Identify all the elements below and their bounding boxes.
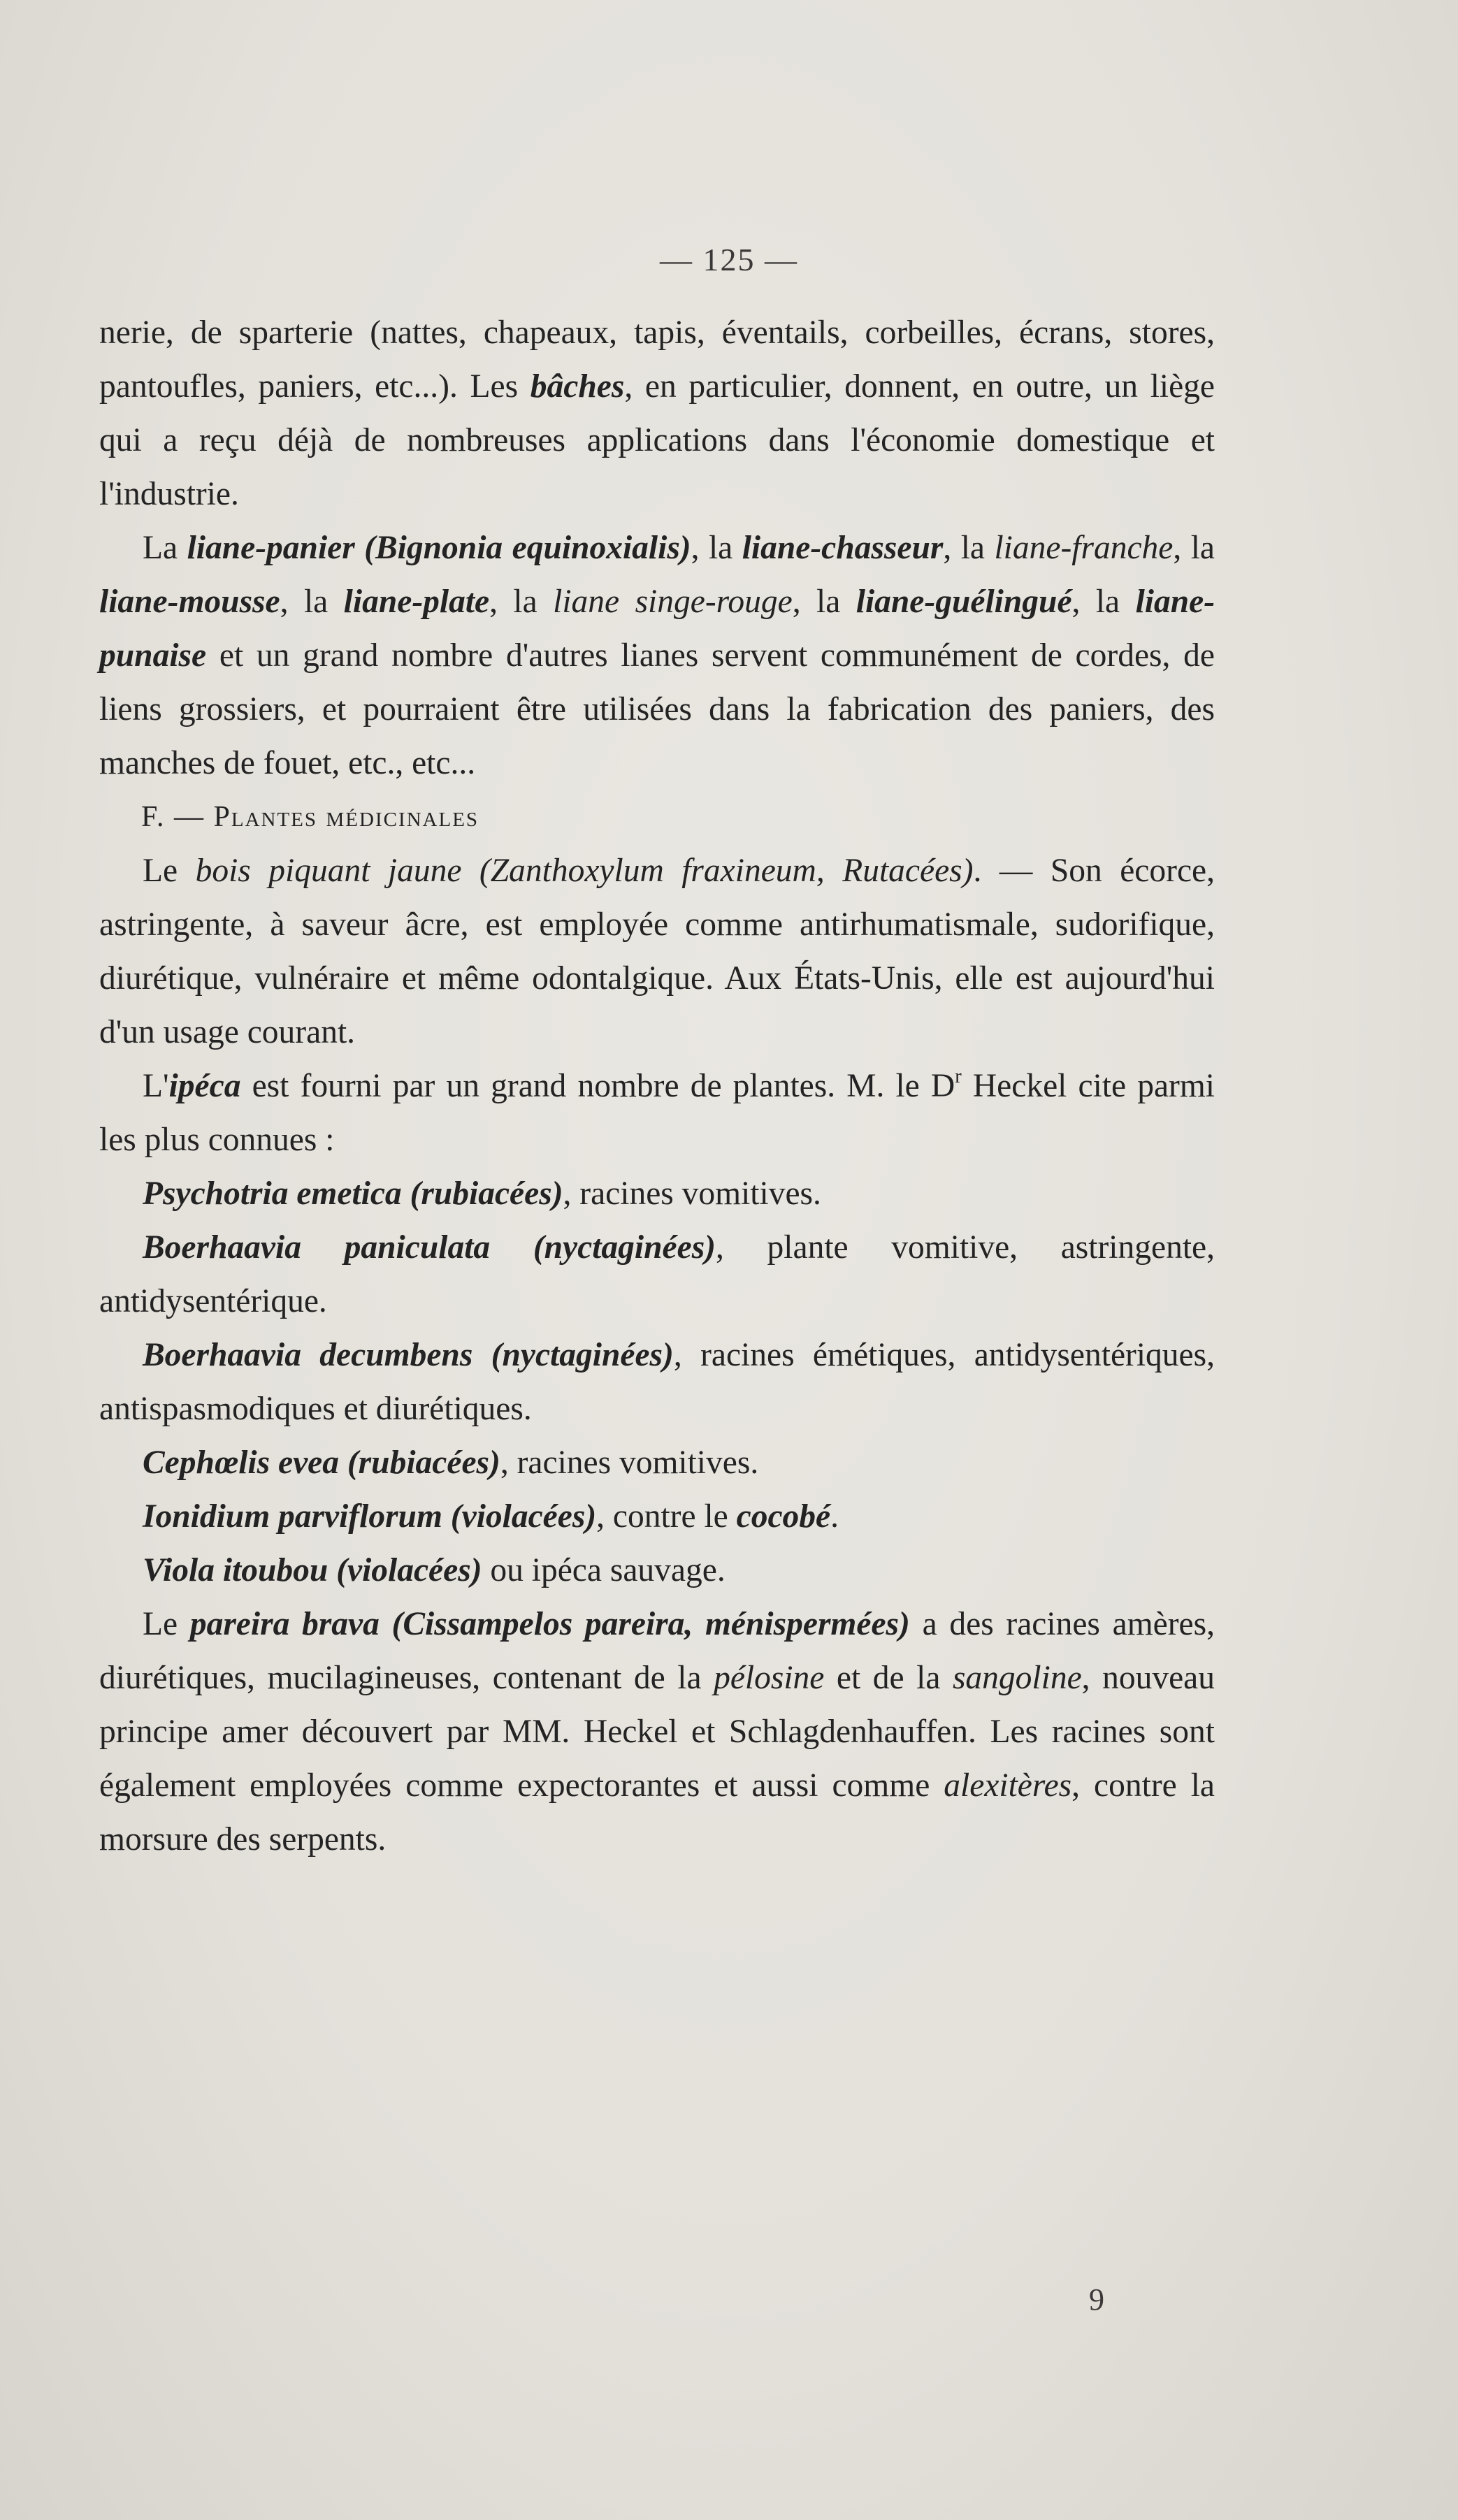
species-desc: , racines vomitives. bbox=[563, 1175, 821, 1212]
body-text bbox=[99, 306, 1215, 1867]
term-pareira-brava: pareira brava (Cissampelos pareira, ménispermées) bbox=[189, 1606, 910, 1642]
paragraph-crafts bbox=[99, 306, 1215, 521]
text-run: . bbox=[830, 1498, 839, 1535]
paragraph-bois-piquant bbox=[99, 844, 1215, 1059]
text-run: , la bbox=[1173, 530, 1215, 566]
paragraph-ipeca bbox=[99, 1059, 1215, 1167]
text-run: et de la bbox=[824, 1660, 953, 1696]
paragraph-lianes bbox=[99, 521, 1215, 790]
term-liane-panier: liane-panier (Bignonia equinoxialis) bbox=[187, 530, 691, 566]
species-name: Boerhaavia decumbens (nyctaginées) bbox=[143, 1337, 674, 1373]
species-desc: , plante vomitive, astringente, antidysentérique. bbox=[99, 1229, 1215, 1319]
text-run: Le bbox=[143, 853, 196, 889]
term-liane-franche: liane-franche bbox=[994, 530, 1174, 566]
text-run: , la bbox=[489, 584, 554, 620]
term-liane-singe-rouge: liane singe-rouge bbox=[553, 584, 793, 620]
page-number-header: — 125 — bbox=[660, 242, 798, 277]
signature-mark: 9 bbox=[1089, 2282, 1104, 2317]
term-bois-piquant: bois piquant jaune (Zanthoxylum fraxineum, Rutacées) bbox=[195, 853, 974, 889]
term-liane-mousse: liane-mousse bbox=[99, 584, 280, 620]
section-title: Plantes médicinales bbox=[213, 801, 479, 833]
text-run: , la bbox=[792, 584, 856, 620]
text-run: a des racines amères, diurétiques, mucilagineuses, contenant de la bbox=[99, 1606, 1215, 1696]
text-run: est fourni par un grand nombre de plantes. M. le D bbox=[240, 1068, 955, 1104]
text-run: , contre la morsure des serpents. bbox=[99, 1767, 1215, 1858]
term-cocobe: cocobé bbox=[736, 1498, 831, 1535]
species-desc: , contre le bbox=[596, 1498, 737, 1535]
term-pelosine: pélosine bbox=[714, 1660, 825, 1696]
term-ipeca: ipéca bbox=[168, 1068, 241, 1104]
text-run: , en particulier, donnent, en outre, un liège qui a reçu déjà de nombreuses applications dans l'économie domestique et l'industrie. bbox=[99, 368, 1215, 512]
text-run: , la bbox=[280, 584, 344, 620]
section-letter: F. — bbox=[141, 801, 214, 833]
text-run: , la bbox=[1071, 584, 1136, 620]
species-desc: ou ipéca sauvage. bbox=[482, 1552, 726, 1588]
text-run: nerie, de sparterie (nattes, chapeaux, tapis, éventails, corbeilles, écrans, stores, pantoufles, paniers, etc...). Les bbox=[99, 314, 1215, 405]
species-name: Viola itoubou (violacées) bbox=[143, 1552, 482, 1588]
text-run: L' bbox=[143, 1068, 169, 1104]
species-desc: , racines vomitives. bbox=[500, 1444, 759, 1481]
text-run: et un grand nombre d'autres lianes servent communément de cordes, de liens grossiers, et pourraient être utilisées dans la fabrication des paniers, des manches de fouet, etc., etc... bbox=[99, 637, 1215, 781]
list-item bbox=[99, 1436, 1215, 1490]
term-alexiteres: alexitères bbox=[944, 1767, 1072, 1804]
list-item bbox=[99, 1490, 1215, 1544]
species-name: Cephœlis evea (rubiacées) bbox=[143, 1444, 500, 1481]
text-run: Heckel cite parmi les plus connues : bbox=[99, 1068, 1215, 1158]
paragraph-pareira bbox=[99, 1598, 1215, 1867]
text-run: . — Son écorce, astringente, à saveur âcre, est employée comme antirhumatismale, sudorifique, diurétique, vulnéraire et même odontalgique. Aux États-Unis, elle est aujourd'hui d'un usage courant. bbox=[99, 853, 1215, 1050]
list-item bbox=[99, 1328, 1215, 1436]
species-name: Boerhaavia paniculata (nyctaginées) bbox=[143, 1229, 716, 1266]
term-liane-punaise: liane-punaise bbox=[99, 584, 1215, 674]
list-item bbox=[99, 1167, 1215, 1221]
text-run: , la bbox=[943, 530, 995, 566]
list-item bbox=[99, 1221, 1215, 1328]
term-liane-plate: liane-plate bbox=[343, 584, 490, 620]
text-run: , la bbox=[691, 530, 742, 566]
term-sangoline: sangoline bbox=[952, 1660, 1082, 1696]
text-run: La bbox=[143, 530, 187, 566]
text-run: , nouveau principe amer découvert par MM. Heckel et Schlagdenhauffen. Les racines sont également employées comme expectorantes et aussi comme bbox=[99, 1660, 1215, 1804]
text-run: Le bbox=[143, 1606, 190, 1642]
section-heading bbox=[99, 790, 1215, 844]
species-name: Ionidium parviflorum (violacées) bbox=[143, 1498, 597, 1535]
list-item bbox=[99, 1544, 1215, 1598]
term-liane-chasseur: liane-chasseur bbox=[742, 530, 944, 566]
species-desc: , racines émétiques, antidysentériques, antispasmodiques et diurétiques. bbox=[99, 1337, 1215, 1427]
term-liane-guelingue: liane-guélingué bbox=[856, 584, 1072, 620]
species-name: Psychotria emetica (rubiacées) bbox=[143, 1175, 563, 1212]
term-baches: bâches bbox=[530, 368, 625, 405]
superscript: r bbox=[955, 1066, 962, 1088]
